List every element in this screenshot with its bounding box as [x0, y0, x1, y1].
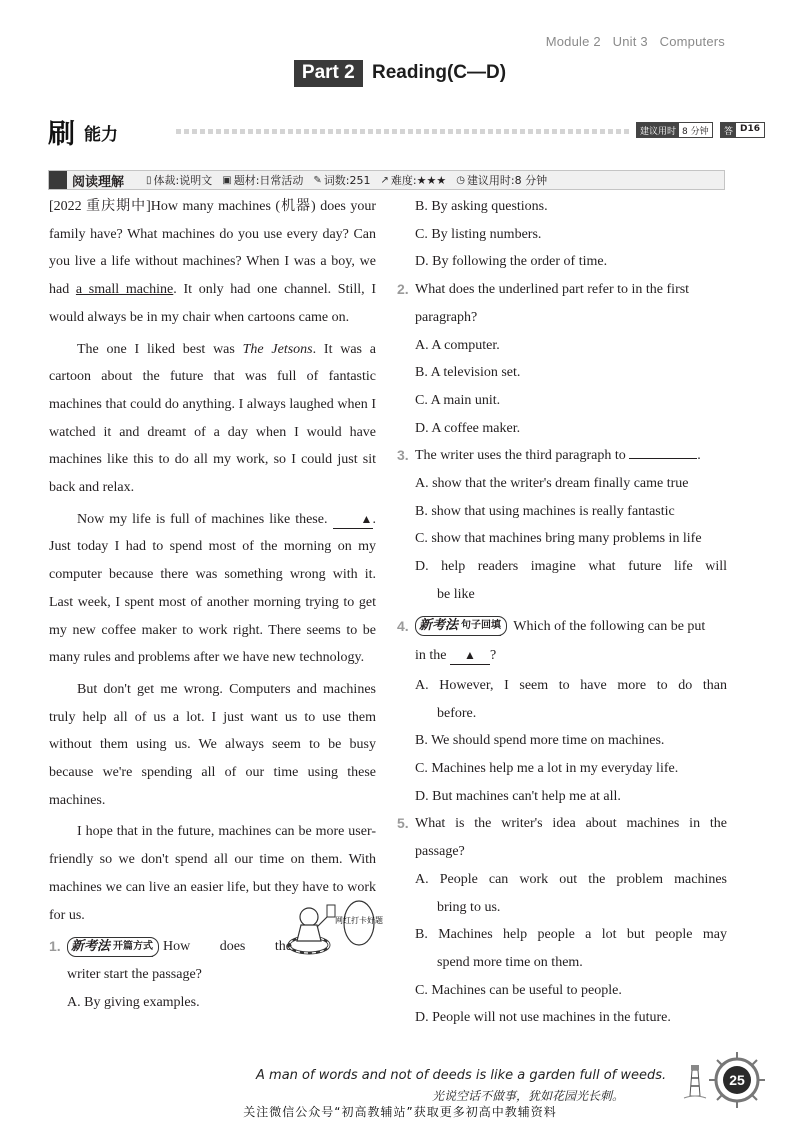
- question-number: 4.: [397, 617, 409, 634]
- q1-option-a[interactable]: A. By giving examples.: [67, 994, 200, 1010]
- ship-wheel-icon: [708, 1051, 766, 1109]
- question-4-stem-line-1: [415, 613, 727, 641]
- q2-option-b[interactable]: B. A television set.: [415, 365, 521, 381]
- time-text: 建议用时:8 分钟: [466, 174, 548, 187]
- running-head: [546, 34, 725, 49]
- lighthouse-icon: [684, 1062, 706, 1100]
- paragraph-blank: ▲: [333, 510, 373, 529]
- q4-option-a-line2: before.: [437, 705, 477, 721]
- answer-blank[interactable]: ▲: [450, 646, 490, 665]
- theme-info: [222, 172, 303, 188]
- topic-label: Computers: [659, 34, 725, 49]
- q5-option-d[interactable]: D. People will not use machines in the future.: [415, 1010, 671, 1026]
- section-square-icon: [49, 171, 67, 189]
- decorative-dash-bar: [176, 129, 631, 134]
- question-number: 5.: [397, 815, 409, 832]
- q5-option-b[interactable]: [397, 921, 727, 976]
- ability-label: 能力: [84, 125, 118, 145]
- answer-label: 答案: [721, 123, 736, 137]
- q5-option-c[interactable]: C. Machines can be useful to people.: [415, 982, 622, 998]
- question-4-stem-a: Which of the following can be put: [513, 618, 706, 634]
- mascot-illustration: [287, 897, 383, 957]
- part-range: (C—D): [446, 62, 507, 83]
- footer-quote-en: A man of words and not of deeds is like a garden full of weeds.: [256, 1068, 667, 1083]
- question-number: 2.: [397, 281, 409, 298]
- part-heading: Reading: [372, 62, 447, 83]
- genre-info: [146, 172, 212, 188]
- q5-option-a[interactable]: [397, 866, 727, 921]
- new-type-label: 新考法: [419, 618, 459, 634]
- passage-source: [2022 重庆期中]: [49, 199, 151, 214]
- new-type-tag: [415, 616, 507, 636]
- question-number: 1.: [49, 938, 61, 955]
- answer-chip: [720, 122, 765, 150]
- question-type-label: 句子回填: [461, 617, 501, 636]
- question-1-stem-line: [67, 933, 292, 961]
- part-title: [0, 60, 800, 87]
- p3-text-b: . Just today I had to spend most of the morning on my computer because there was something wrong with it. Last week, I spent most of another morning trying to get my new coffee maker to work right. There seems to be many rules and problems after we have new technology.: [49, 511, 376, 666]
- question-type-label: 开篇方式: [113, 938, 153, 957]
- q5-option-a-line1: A. People can work out the problem machines: [415, 871, 727, 887]
- footer-note: 关注微信公众号“初高教辅站”获取更多初高中教辅资料: [243, 1105, 557, 1119]
- question-1-stem-a: How does the: [163, 939, 292, 955]
- answer-page: D16: [740, 124, 761, 134]
- underlined-part: a small machine: [75, 282, 174, 298]
- theme-text: 题材:日常活动: [233, 174, 304, 187]
- question-5: [397, 810, 727, 865]
- suggested-time-chip: [636, 122, 713, 138]
- ability-header: [48, 114, 761, 150]
- passage-paragraph-5: I hope that in the future, machines can be more user-friendly so we don't spend all our time on them. With machines we can live an easier life, but they have to work for us.: [49, 824, 376, 923]
- question-2-stem: What does the underlined part refer to in the first paragraph?: [415, 282, 690, 325]
- section-bar: [48, 170, 725, 190]
- new-type-tag: [67, 937, 159, 957]
- q2-option-d[interactable]: D. A coffee maker.: [415, 420, 521, 436]
- question-2: [397, 276, 727, 331]
- q4-option-a-line1: A. However, I seem to have more to do than: [415, 677, 727, 693]
- unit-label: Unit 3: [612, 34, 648, 49]
- chart-icon: ↗: [380, 174, 389, 186]
- q4-option-d[interactable]: D. But machines can't help me at all.: [415, 788, 621, 804]
- passage-paragraph-2: [49, 336, 376, 502]
- q3-option-d-line2: be like: [437, 586, 475, 602]
- p2-text-b: . It was a cartoon about the future that was full of fantastic machines that could do anything. I always laughed when I watched it and dreamt of a day when I would have machines like this to do all my work, so I could just sit back and relax.: [49, 341, 376, 496]
- p3-text-a: Now my life is full of machines like these.: [77, 511, 333, 527]
- p1-text-b: . It only had one channel. Still, I would always be in my chair when cartoons came on.: [49, 282, 376, 325]
- new-type-label: 新考法: [71, 939, 111, 955]
- words-text: 词数:251: [323, 174, 371, 187]
- part-badge: Part 2: [294, 60, 363, 87]
- footer-quote-cn: 光说空话不做事，犹如花园光长刺。: [432, 1089, 625, 1103]
- suggested-time-value: 8 分钟: [682, 127, 709, 137]
- question-number: 3.: [397, 447, 409, 464]
- q5-option-b-line2: spend more time on them.: [437, 954, 583, 970]
- question-3: [397, 442, 727, 470]
- question-4-stem-b: in the: [415, 648, 447, 664]
- q5-option-b-line1: B. Machines help people a lot but people may: [415, 927, 727, 943]
- image-icon: ▣: [222, 174, 232, 186]
- q1-option-d[interactable]: D. By following the order of time.: [415, 254, 608, 270]
- q4-option-a[interactable]: [397, 672, 727, 727]
- mascot-bubble-text: 网红打卡好题: [335, 916, 383, 926]
- question-4-stem-line-2: in the ▲ ?: [415, 648, 497, 664]
- ability-char: 刷: [48, 119, 75, 150]
- q3-option-b[interactable]: B. show that using machines is really fantastic: [415, 503, 675, 519]
- q2-option-c[interactable]: C. A main unit.: [415, 392, 501, 408]
- passage-paragraph-1: [49, 193, 376, 332]
- module-label: Module 2: [545, 34, 601, 49]
- difficulty-text: 难度:★★★: [390, 174, 447, 187]
- question-1-stem-b: writer start the passage?: [67, 966, 202, 982]
- q1-option-b[interactable]: B. By asking questions.: [415, 199, 548, 214]
- q4-option-b[interactable]: B. We should spend more time on machines.: [415, 733, 665, 749]
- q5-option-a-line2: bring to us.: [437, 899, 501, 915]
- q2-option-a[interactable]: A. A computer.: [415, 337, 500, 353]
- question-1: [49, 916, 383, 1016]
- question-4: [397, 613, 727, 670]
- q3-option-c[interactable]: C. show that machines bring many problems in life: [415, 531, 702, 547]
- difficulty-info: [381, 172, 447, 188]
- cartoon-title: The Jetsons: [242, 341, 313, 357]
- page-number: 25: [729, 1072, 745, 1088]
- words-info: [313, 172, 370, 188]
- question-3-stem-line: The writer uses the third paragraph to .: [415, 448, 701, 464]
- p2-text-a: The one I liked best was: [77, 341, 243, 357]
- section-title: 阅读理解: [72, 174, 125, 190]
- q4-option-c[interactable]: C. Machines help me a lot in my everyday life.: [415, 761, 679, 777]
- passage-column: [49, 193, 383, 1016]
- q3-option-a[interactable]: A. show that the writer's dream finally came true: [415, 476, 689, 492]
- q3-option-d[interactable]: [397, 553, 727, 608]
- clock-icon: ◷: [456, 174, 465, 186]
- q1-option-c[interactable]: C. By listing numbers.: [415, 226, 542, 242]
- suggested-time-label: 建议用时: [637, 123, 679, 137]
- genre-text: 体裁:说明文: [153, 174, 213, 187]
- time-info: [456, 172, 547, 188]
- pencil-icon: ✎: [313, 174, 322, 186]
- answer-blank[interactable]: [629, 447, 697, 459]
- q3-option-d-line1: D. help readers imagine what future life will: [415, 559, 727, 575]
- question-5-stem: What is the writer's idea about machines in the passage?: [415, 816, 727, 860]
- passage-paragraph-4: But don't get me wrong. Computers and machines truly help all of us a lot. I just want us to use them without them using us. We always seem to be busy because we're spending all of our time using these machines.: [49, 681, 376, 808]
- passage-paragraph-3: [49, 506, 376, 672]
- p1-text-a: How many machines (机器) does your family have? What machines do you use every day? Can you live a life without machines? When I was a boy, we had: [49, 199, 377, 298]
- document-icon: ▯: [146, 174, 152, 186]
- questions-column: [397, 193, 727, 1032]
- question-3-stem: The writer uses the third paragraph to: [415, 448, 626, 464]
